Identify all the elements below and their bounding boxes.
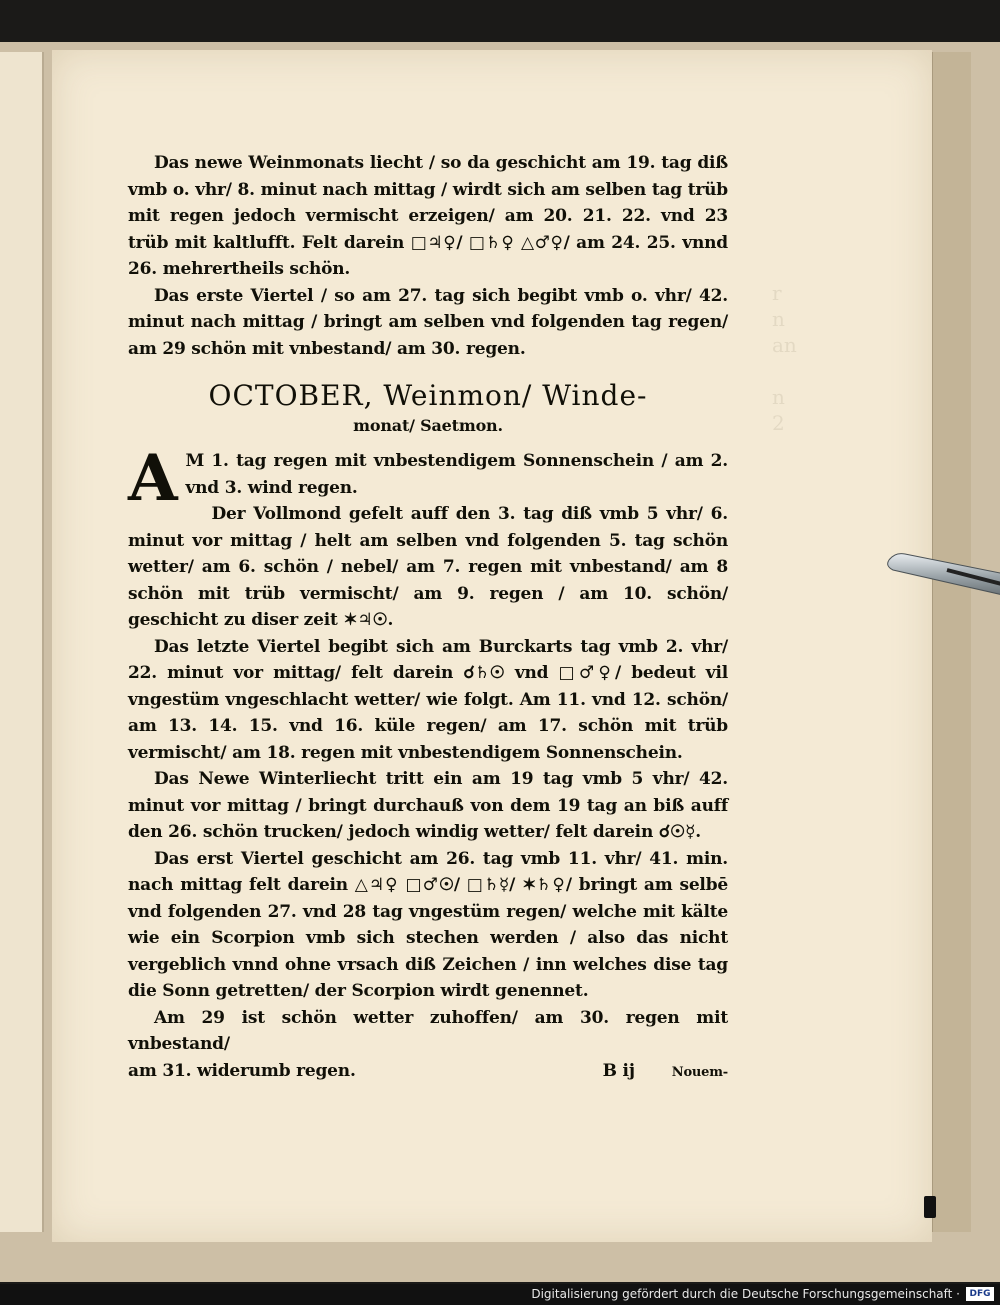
bleed-through-text: r n an n 2	[772, 281, 797, 435]
page-text	[128, 150, 728, 1086]
catchword: Nouem-	[671, 1064, 728, 1080]
paragraph-october-opening: M 1. tag regen mit vnbestendigem Sonnenschein / am 2. vnd 3. wind regen.	[185, 451, 728, 498]
last-line: am 31. widerumb regen.	[128, 1060, 356, 1081]
october-section	[128, 441, 728, 1086]
paragraph-last-quarter: Das letzte Viertel begibt sich am Burckarts tag vmb 2. vhr/ 22. minut vor mittag/ felt darein ☌♄☉ vnd □♂♀/ bedeut vil vngestüm vngeschlacht wetter/ wie folgt. Am 11. vnd 12. schön/ am 13. 14. 15. vnd 16. küle regen/ am 17. schön mit trüb vermischt/ am 18. regen mit vnbestendigem Sonnenschein.	[128, 636, 728, 763]
digitization-credit: Digitalisierung gefördert durch die Deutsche Forschungsgemeinschaft ·	[531, 1287, 960, 1301]
stylus-pointer	[885, 540, 1000, 600]
paragraph-full-moon: Der Vollmond gefelt auff den 3. tag diß vmb 5 vhr/ 6. minut vor mittag / helt am selben vnd folgenden 5. tag schön wetter/ am 6. schön / nebel/ am 7. regen mit vnbestand/ am 8 schön mit trüb vermischt/ am 9. regen / am 10. schön/ geschicht zu diser zeit ✶♃☉.	[128, 504, 728, 630]
page-footer-line	[128, 1058, 728, 1087]
month-heading: OCTOBER, Weinmon/ Winde-	[208, 379, 648, 412]
paragraph-first-quarter-september: Das erste Viertel / so am 27. tag sich begibt vmb o. vhr/ 42. minut nach mittag / bringt am selben vnd folgenden tag regen/ am 29 schön mit vnbestand/ am 30. regen.	[128, 285, 728, 359]
signature-mark: B ij	[602, 1060, 635, 1081]
month-subheading: monat/ Saetmon.	[353, 416, 503, 435]
paragraph-new-moon-september: Das newe Weinmonats liecht / so da geschicht am 19. tag diß vmb o. vhr/ 8. minut nach mittag / wirdt sich am selben tag trüb mit regen jedoch vermischt erzeigen/ am 20. 21. 22. vnd 23 trüb mit kaltlufft. Felt darein □♃♀/ □♄♀ △♂♀/ am 24. 25. vnnd 26. mehrertheils schön.	[128, 153, 728, 279]
facing-page-edge	[0, 52, 44, 1232]
drop-cap: A	[128, 441, 178, 516]
page-corner-mark	[924, 1196, 936, 1218]
paragraph-first-quarter: Das erst Viertel geschicht am 26. tag vmb 11. vhr/ 41. min. nach mittag felt darein △♃♀ □♂☉/ □♄☿/ ✶♄♀/ bringt am selbē vnd folgenden 27. vnd 28 tag vngestüm regen/ welche mit kälte wie ein Scorpion vmb sich stechen werden / also das nicht vergeblich vnnd ohne vrsach diß Zeichen / inn welches dise tag die Sonn getretten/ der Scorpion wirdt genennet.	[128, 848, 728, 1001]
board-edge	[932, 52, 971, 1232]
paragraph-closing: Am 29 ist schön wetter zuhoffen/ am 30. regen mit vnbestand/	[128, 1007, 728, 1054]
dfg-logo: DFG	[966, 1287, 994, 1301]
paragraph-new-moon: Das Newe Winterliecht tritt ein am 19 tag vmb 5 vhr/ 42. minut vor mittag / bringt durchauß von dem 19 tag an biß auff den 26. schön trucken/ jedoch windig wetter/ felt darein ☌☉☿.	[128, 769, 728, 842]
